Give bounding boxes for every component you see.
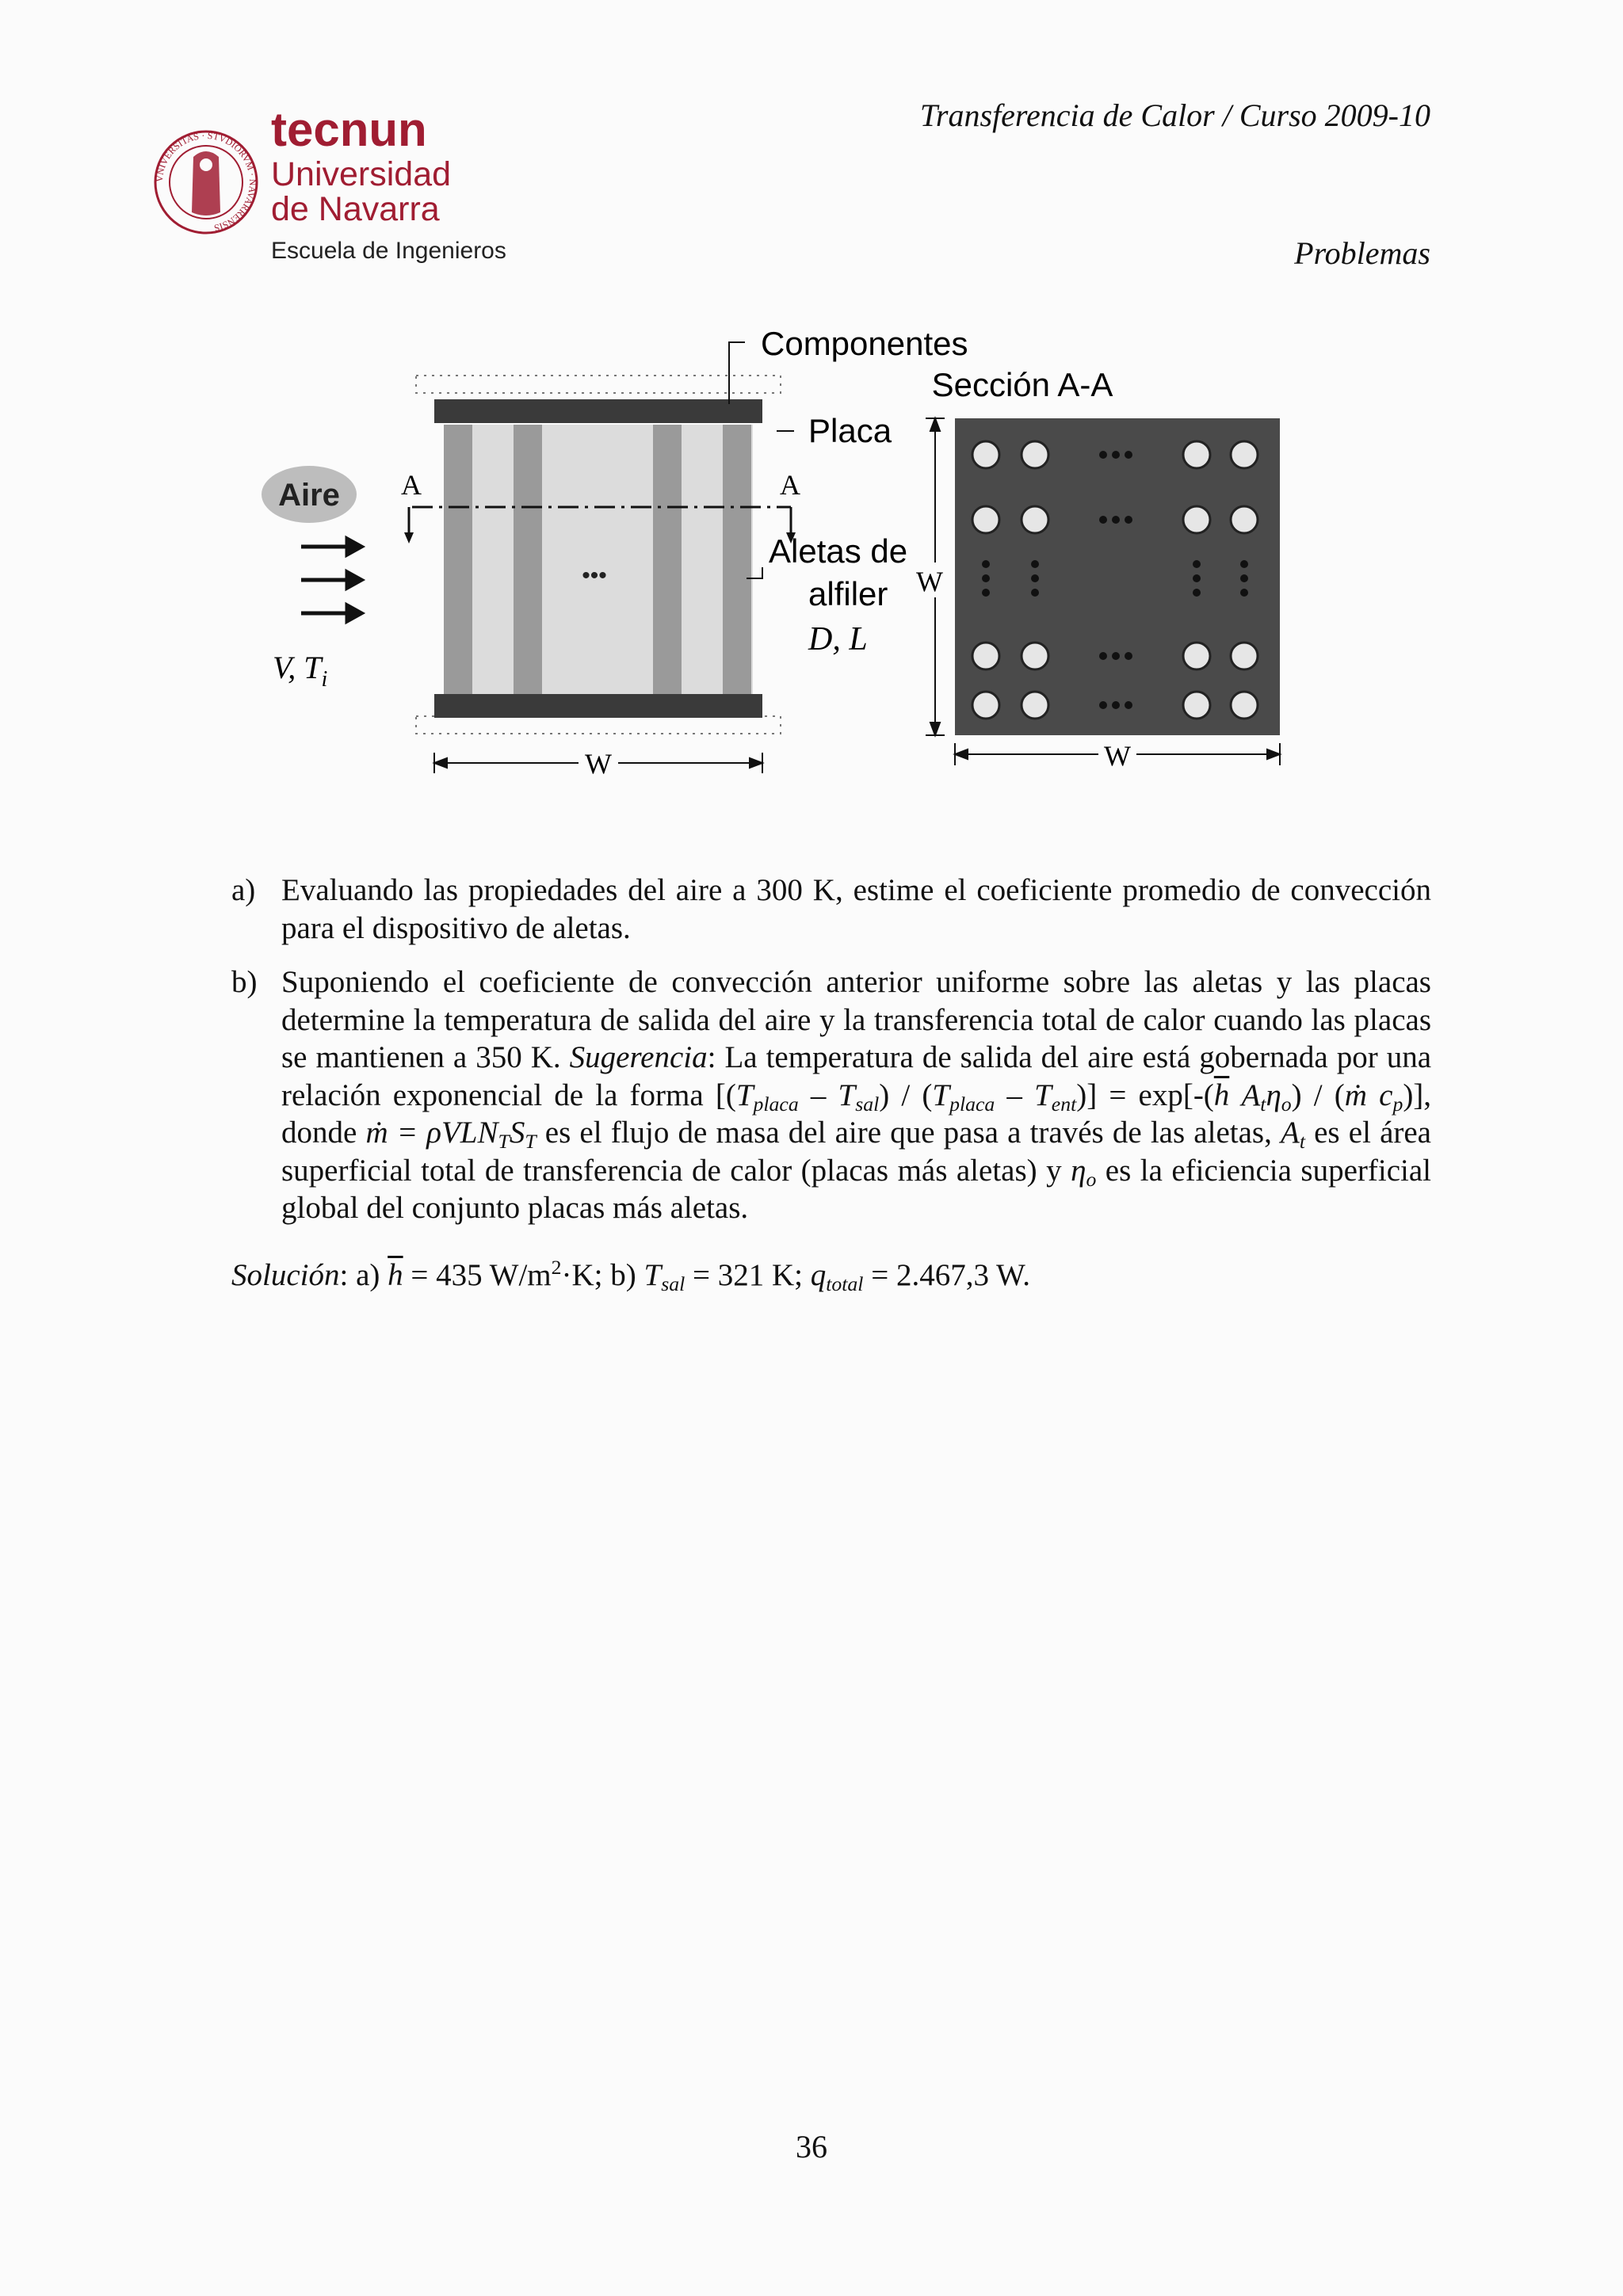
width-label-left: W (585, 748, 612, 780)
page-number: 36 (796, 2129, 827, 2164)
pin-fin (653, 425, 682, 694)
section-mark-right: A (780, 469, 800, 501)
section-view-title: Sección A-A (931, 366, 1113, 403)
plate-label: Placa (808, 412, 892, 449)
air-label: Aire (278, 478, 340, 513)
bottom-plate (434, 694, 762, 718)
flow-conditions: V, $T_i$ (273, 650, 328, 692)
tecnun-logo (152, 93, 533, 273)
section-view-plate (955, 418, 1280, 735)
university-line1: Universidad (271, 155, 452, 193)
fins-params: D, L (808, 621, 868, 658)
question-a-text: Evaluando las propiedades del aire a 300 K, estime el coeficiente promedio de convección para el dispositivo de aletas. (281, 873, 1431, 945)
university-line2: de Navarra (271, 190, 440, 228)
pin-fin (723, 425, 751, 694)
question-b (231, 963, 1431, 1227)
height-label: W (916, 566, 943, 597)
width-label-right: W (1104, 740, 1131, 772)
course-title: Transferencia de Calor / Curso 2009-10 (919, 97, 1430, 133)
top-components (416, 376, 781, 393)
section-title: Problemas (1294, 235, 1430, 271)
bottom-components (416, 716, 781, 734)
pin-fin (514, 425, 542, 694)
pin-fin-figure (262, 298, 1292, 821)
air-flow-arrows (301, 539, 361, 621)
fins-ellipsis: ••• (582, 563, 607, 589)
school-name: Escuela de Ingenieros (271, 238, 506, 264)
fins-label-1: Aletas de (769, 532, 908, 570)
seal-text: VNIVERSITAS · STVDIORVM · NAVARRENSIS (153, 129, 259, 234)
brand-name: tecnun (271, 103, 427, 156)
fins-label-2: alfiler (808, 575, 888, 612)
section-mark-left: A (401, 469, 422, 501)
solution-label: Solución (231, 1258, 340, 1292)
question-b-label: b) (231, 965, 258, 999)
fin-field (444, 425, 753, 694)
question-a (231, 871, 1431, 947)
question-b-text: Suponiendo el coeficiente de convección anterior uniforme sobre las aletas y las placas determine la temperatura de salida del aire y la transferencia total de calor cuando las placas se mantienen a 350 K. Sugerencia: La temperatura de salida del aire está gobernada por una relación exponencial de la forma $[(T_{placa} - T_{sal}) / (T_{placa} - T_{ent})] = \exp[-(\overline{h}$ $A_t\eta_o$) / (ṁ $c_p$)], donde ṁ = $\rho VLN_TS_T$ es el flujo de masa del aire que pasa a través de las aletas, $A_t$ es el área superficial total de transferencia de calor (placas más aletas) y $\eta_o$ es la eficiencia superficial global del conjunto placas más aletas. (281, 965, 1432, 1225)
solution-line: Solución: a) $\overline{h} = 435$ $W/m^2\cdot K$; b) $T_{sal} = 321$ K; $q_{total} = 2.467,3$ W. (231, 1255, 1030, 1296)
components-label: Componentes (761, 325, 968, 362)
question-a-label: a) (231, 873, 256, 907)
top-plate (434, 399, 762, 423)
pin-fin (444, 425, 472, 694)
